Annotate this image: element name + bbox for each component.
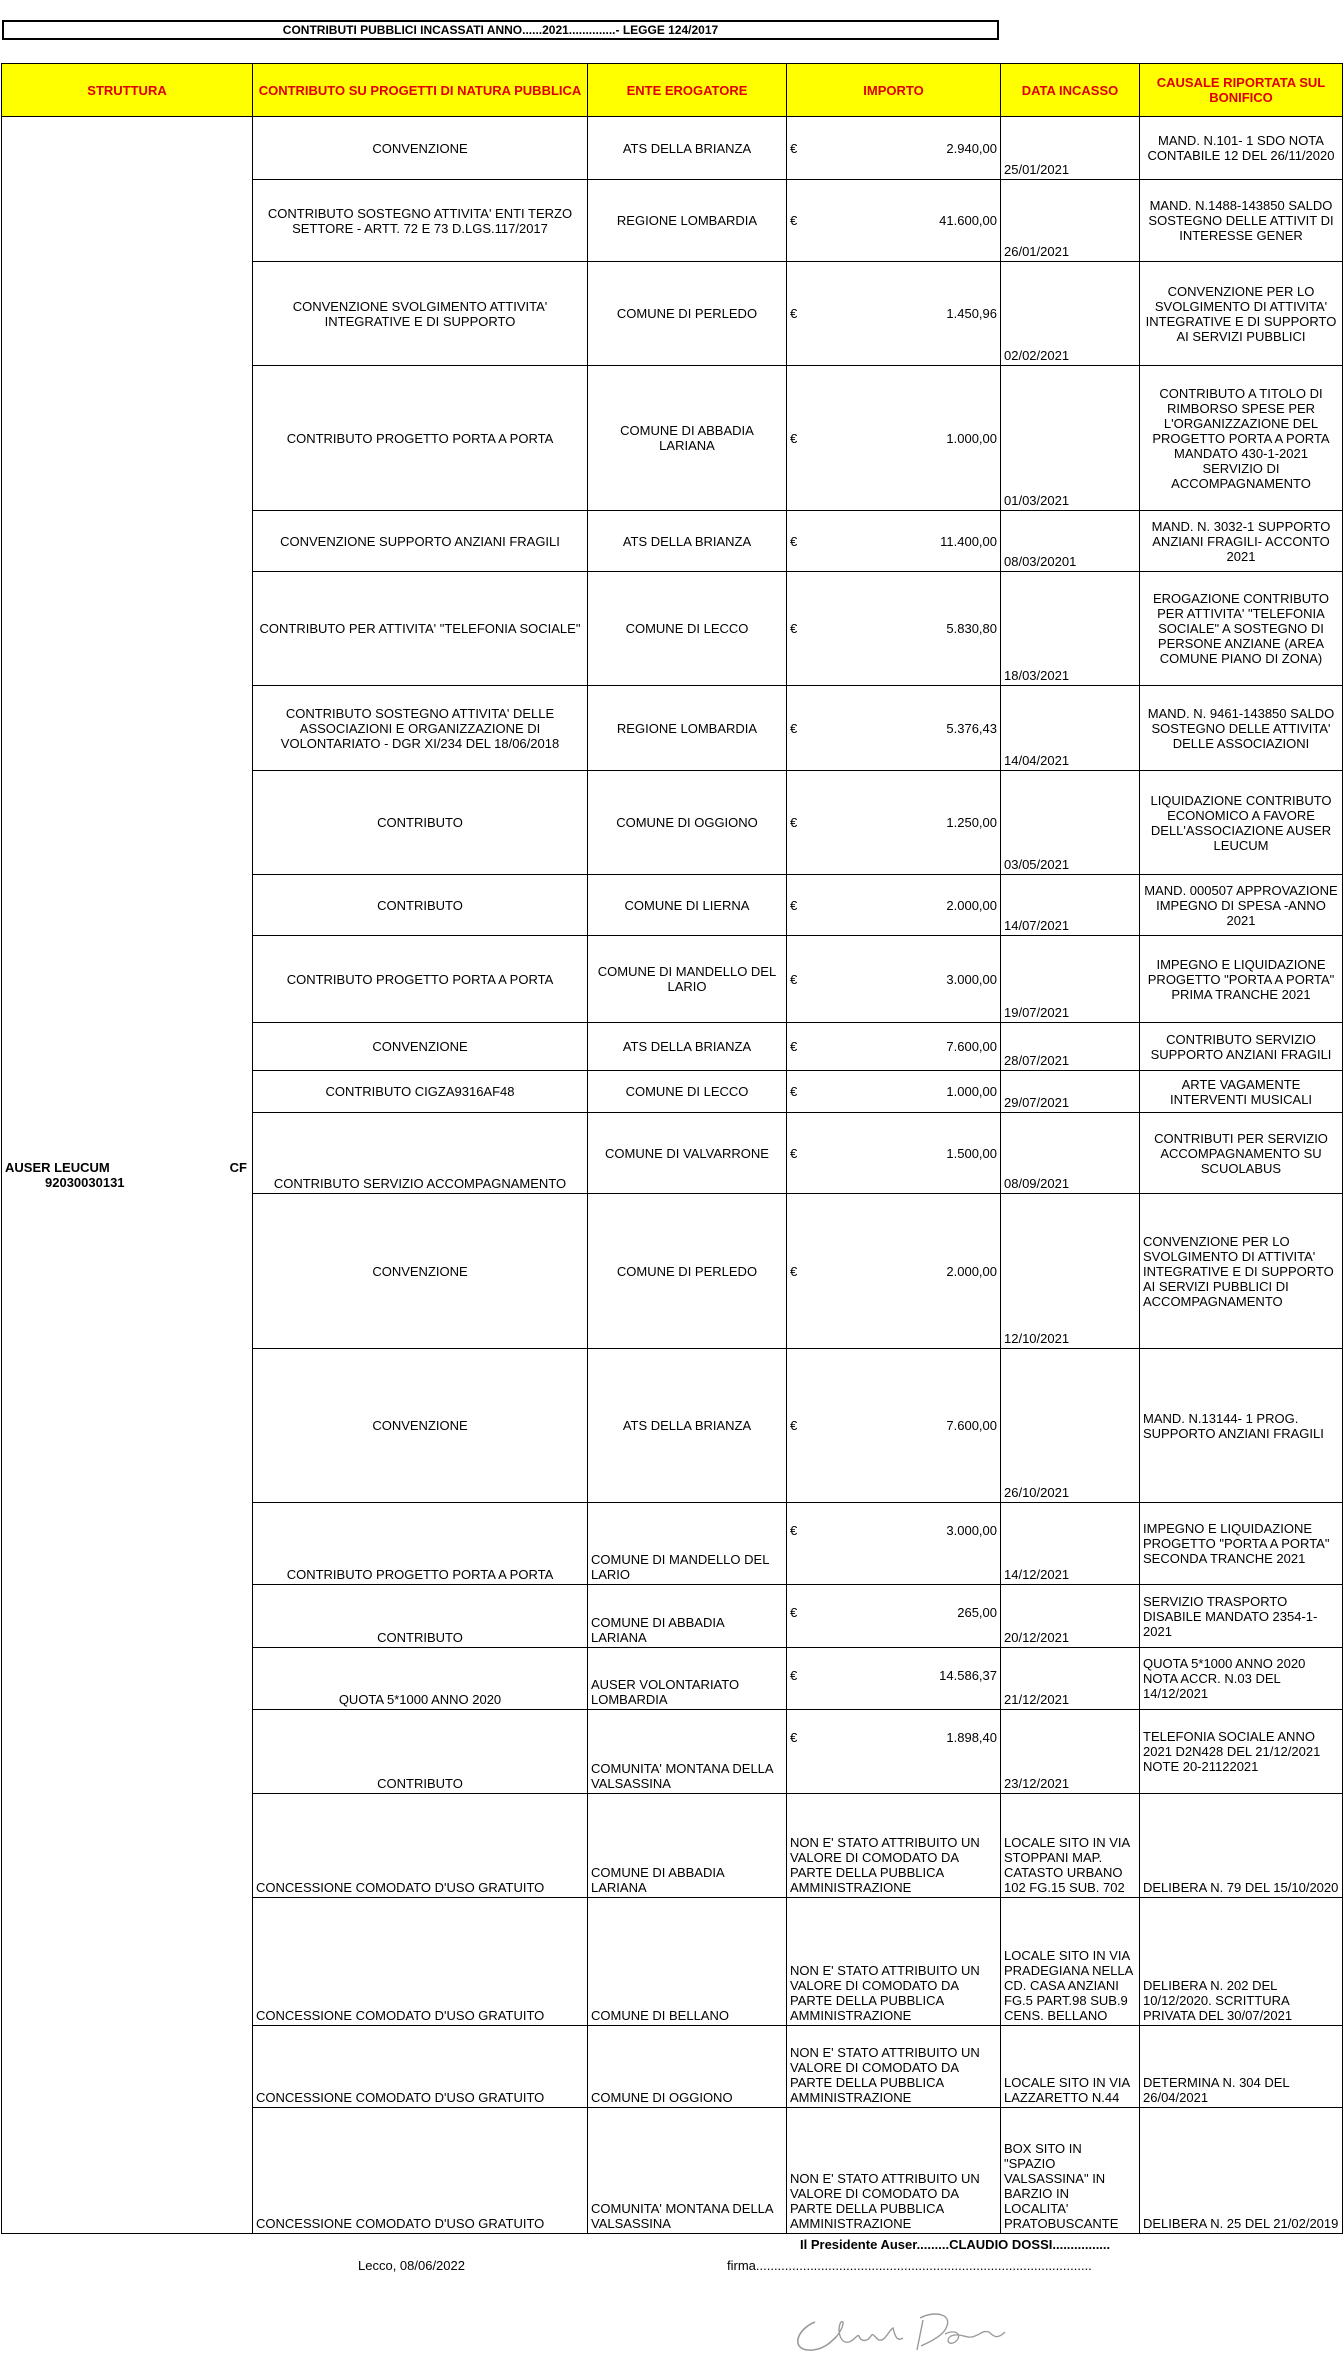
- amount-value: 5.830,80: [946, 621, 997, 636]
- header-ente: ENTE EROGATORE: [588, 64, 787, 117]
- cell-importo: [787, 686, 1001, 771]
- cell-causale: CONVENZIONE PER LO SVOLGIMENTO DI ATTIVITA' INTEGRATIVE E DI SUPPORTO AI SERVIZI PUBBLICI DI ACCOMPAGNAMENTO: [1140, 1194, 1343, 1349]
- cell-causale: MAND. N.13144- 1 PROG. SUPPORTO ANZIANI FRAGILI: [1140, 1349, 1343, 1503]
- cell-progetto: CONVENZIONE SVOLGIMENTO ATTIVITA' INTEGRATIVE E DI SUPPORTO: [253, 262, 588, 366]
- currency-symbol: €: [790, 720, 798, 736]
- cell-ente: COMUNE DI PERLEDO: [588, 262, 787, 366]
- cell-ente: COMUNITA' MONTANA DELLA VALSASSINA: [588, 2108, 787, 2234]
- currency-symbol: €: [790, 213, 798, 228]
- amount-value: 2.940,00: [946, 140, 997, 156]
- cell-importo: [787, 771, 1001, 875]
- amount-value: 2.000,00: [946, 1263, 997, 1279]
- currency-symbol: €: [790, 1039, 798, 1054]
- amount-value: 1.000,00: [946, 430, 997, 446]
- cf-label: CF: [229, 1160, 247, 1175]
- cell-importo: [787, 936, 1001, 1023]
- cell-ente: ATS DELLA BRIANZA: [588, 1023, 787, 1071]
- cell-causale: ARTE VAGAMENTE INTERVENTI MUSICALI: [1140, 1071, 1343, 1113]
- cell-ente: COMUNE DI ABBADIA LARIANA: [588, 1794, 787, 1898]
- cell-importo: [787, 1585, 1001, 1648]
- cell-importo: NON E' STATO ATTRIBUITO UN VALORE DI COMODATO DA PARTE DELLA PUBBLICA AMMINISTRAZIONE: [787, 1898, 1001, 2026]
- amount-value: 41.600,00: [939, 213, 997, 228]
- cell-data-incasso: 23/12/2021: [1001, 1710, 1140, 1794]
- currency-symbol: €: [790, 897, 798, 913]
- cell-progetto: CONTRIBUTO: [253, 1585, 588, 1648]
- cell-progetto: CONTRIBUTO: [253, 1710, 588, 1794]
- amount-value: 3.000,00: [946, 1523, 997, 1538]
- cell-progetto: CONVENZIONE: [253, 117, 588, 180]
- amount-value: 5.376,43: [946, 720, 997, 736]
- header-progetto: CONTRIBUTO SU PROGETTI DI NATURA PUBBLICA: [253, 64, 588, 117]
- cell-causale: MAND. N. 3032-1 SUPPORTO ANZIANI FRAGILI- ACCONTO 2021: [1140, 511, 1343, 572]
- cell-ente: COMUNE DI ABBADIA LARIANA: [588, 1585, 787, 1648]
- cell-data-incasso: LOCALE SITO IN VIA STOPPANI MAP. CATASTO URBANO 102 FG.15 SUB. 702: [1001, 1794, 1140, 1898]
- cell-progetto: CONTRIBUTO SERVIZIO ACCOMPAGNAMENTO: [253, 1113, 588, 1194]
- cell-progetto: CONTRIBUTO PROGETTO PORTA A PORTA: [253, 936, 588, 1023]
- currency-symbol: €: [790, 1730, 798, 1745]
- cell-ente: COMUNE DI LECCO: [588, 572, 787, 686]
- cell-importo: [787, 875, 1001, 936]
- cell-progetto: CONCESSIONE COMODATO D'USO GRATUITO: [253, 1794, 588, 1898]
- cell-causale: MAND. N.101- 1 SDO NOTA CONTABILE 12 DEL 26/11/2020: [1140, 117, 1343, 180]
- cell-ente: COMUNE DI PERLEDO: [588, 1194, 787, 1349]
- president-line: Il Presidente Auser.........CLAUDIO DOSSI................: [800, 2237, 1111, 2252]
- cell-progetto: CONTRIBUTO PROGETTO PORTA A PORTA: [253, 366, 588, 511]
- cell-ente: COMUNITA' MONTANA DELLA VALSASSINA: [588, 1710, 787, 1794]
- amount-value: 2.000,00: [946, 897, 997, 913]
- cell-data-incasso: 14/12/2021: [1001, 1503, 1140, 1585]
- cell-ente: REGIONE LOMBARDIA: [588, 686, 787, 771]
- cell-data-incasso: 28/07/2021: [1001, 1023, 1140, 1071]
- currency-symbol: €: [790, 1084, 798, 1099]
- cell-causale: QUOTA 5*1000 ANNO 2020 NOTA ACCR. N.03 DEL 14/12/2021: [1140, 1648, 1343, 1710]
- header-importo: IMPORTO: [787, 64, 1001, 117]
- cell-importo: [787, 117, 1001, 180]
- cell-progetto: CONVENZIONE: [253, 1349, 588, 1503]
- cell-data-incasso: 18/03/2021: [1001, 572, 1140, 686]
- currency-symbol: €: [790, 1418, 798, 1433]
- cell-ente: COMUNE DI LECCO: [588, 1071, 787, 1113]
- currency-symbol: €: [790, 971, 798, 987]
- cell-ente: COMUNE DI ABBADIA LARIANA: [588, 366, 787, 511]
- header-causale: CAUSALE RIPORTATA SUL BONIFICO: [1140, 64, 1343, 117]
- handwritten-signature: [785, 2300, 1025, 2360]
- cell-data-incasso: BOX SITO IN "SPAZIO VALSASSINA" IN BARZIO IN LOCALITA' PRATOBUSCANTE: [1001, 2108, 1140, 2234]
- cell-ente: COMUNE DI OGGIONO: [588, 2026, 787, 2108]
- cell-data-incasso: 14/07/2021: [1001, 875, 1140, 936]
- cell-importo: [787, 1710, 1001, 1794]
- cell-ente: ATS DELLA BRIANZA: [588, 1349, 787, 1503]
- cell-data-incasso: 20/12/2021: [1001, 1585, 1140, 1648]
- amount-value: 3.000,00: [946, 971, 997, 987]
- cell-causale: CONVENZIONE PER LO SVOLGIMENTO DI ATTIVITA' INTEGRATIVE E DI SUPPORTO AI SERVIZI PUBBLICI: [1140, 262, 1343, 366]
- cell-importo: [787, 1503, 1001, 1585]
- table-row: [2, 117, 1343, 180]
- header-data: DATA INCASSO: [1001, 64, 1140, 117]
- cell-causale: MAND. N.1488-143850 SALDO SOSTEGNO DELLE ATTIVIT DI INTERESSE GENER: [1140, 180, 1343, 262]
- cell-ente: COMUNE DI LIERNA: [588, 875, 787, 936]
- cell-progetto: CONTRIBUTO PER ATTIVITA' "TELEFONIA SOCIALE": [253, 572, 588, 686]
- cell-causale: DELIBERA N. 25 DEL 21/02/2019: [1140, 2108, 1343, 2234]
- cell-ente: COMUNE DI VALVARRONE: [588, 1113, 787, 1194]
- amount-value: 7.600,00: [946, 1039, 997, 1054]
- cell-causale: SERVIZIO TRASPORTO DISABILE MANDATO 2354-1-2021: [1140, 1585, 1343, 1648]
- cell-causale: LIQUIDAZIONE CONTRIBUTO ECONOMICO A FAVORE DELL'ASSOCIAZIONE AUSER LEUCUM: [1140, 771, 1343, 875]
- cell-importo: [787, 572, 1001, 686]
- cell-data-incasso: 25/01/2021: [1001, 117, 1140, 180]
- struttura-cell: [2, 117, 253, 2234]
- cell-progetto: CONVENZIONE SUPPORTO ANZIANI FRAGILI: [253, 511, 588, 572]
- cell-data-incasso: 08/09/2021: [1001, 1113, 1140, 1194]
- cell-ente: COMUNE DI MANDELLO DEL LARIO: [588, 1503, 787, 1585]
- amount-value: 1.250,00: [946, 815, 997, 830]
- cell-progetto: CONTRIBUTO SOSTEGNO ATTIVITA' ENTI TERZO SETTORE - ARTT. 72 E 73 D.LGS.117/2017: [253, 180, 588, 262]
- cell-data-incasso: 02/02/2021: [1001, 262, 1140, 366]
- cell-ente: ATS DELLA BRIANZA: [588, 511, 787, 572]
- cell-importo: [787, 180, 1001, 262]
- cell-ente: COMUNE DI MANDELLO DEL LARIO: [588, 936, 787, 1023]
- cell-data-incasso: LOCALE SITO IN VIA PRADEGIANA NELLA CD. CASA ANZIANI FG.5 PART.98 SUB.9 CENS. BELLANO: [1001, 1898, 1140, 2026]
- currency-symbol: €: [790, 621, 798, 636]
- amount-value: 1.000,00: [946, 1084, 997, 1099]
- amount-value: 11.400,00: [940, 533, 997, 549]
- currency-symbol: €: [790, 140, 798, 156]
- cell-data-incasso: 26/01/2021: [1001, 180, 1140, 262]
- cell-ente: AUSER VOLONTARIATO LOMBARDIA: [588, 1648, 787, 1710]
- cell-data-incasso: 12/10/2021: [1001, 1194, 1140, 1349]
- cell-importo: NON E' STATO ATTRIBUITO UN VALORE DI COMODATO DA PARTE DELLA PUBBLICA AMMINISTRAZIONE: [787, 1794, 1001, 1898]
- cell-importo: NON E' STATO ATTRIBUITO UN VALORE DI COMODATO DA PARTE DELLA PUBBLICA AMMINISTRAZIONE: [787, 2108, 1001, 2234]
- cell-progetto: CONTRIBUTO: [253, 875, 588, 936]
- contributions-table: [1, 63, 1343, 2234]
- cell-progetto: CONTRIBUTO SOSTEGNO ATTIVITA' DELLE ASSOCIAZIONI E ORGANIZZAZIONE DI VOLONTARIATO - DGR XI/234 DEL 18/06/2018: [253, 686, 588, 771]
- currency-symbol: €: [790, 430, 798, 446]
- cell-data-incasso: 03/05/2021: [1001, 771, 1140, 875]
- cell-data-incasso: 26/10/2021: [1001, 1349, 1140, 1503]
- cell-progetto: CONTRIBUTO: [253, 771, 588, 875]
- firma-line: firma.............................................................................................: [727, 2258, 1092, 2273]
- cf-number: 92030030131: [45, 1175, 125, 1190]
- cell-ente: COMUNE DI OGGIONO: [588, 771, 787, 875]
- cell-data-incasso: 08/03/20201: [1001, 511, 1140, 572]
- cell-importo: [787, 1113, 1001, 1194]
- currency-symbol: €: [790, 533, 798, 549]
- cell-progetto: CONTRIBUTO PROGETTO PORTA A PORTA: [253, 1503, 588, 1585]
- cell-causale: CONTRIBUTO A TITOLO DI RIMBORSO SPESE PER L'ORGANIZZAZIONE DEL PROGETTO PORTA A PORTA MANDATO 430-1-2021 SERVIZIO DI ACCOMPAGNAMENTO: [1140, 366, 1343, 511]
- cell-importo: [787, 511, 1001, 572]
- cell-data-incasso: LOCALE SITO IN VIA LAZZARETTO N.44: [1001, 2026, 1140, 2108]
- cell-progetto: CONCESSIONE COMODATO D'USO GRATUITO: [253, 2026, 588, 2108]
- cell-causale: MAND. 000507 APPROVAZIONE IMPEGNO DI SPESA -ANNO 2021: [1140, 875, 1343, 936]
- table-header-row: [2, 64, 1343, 117]
- cell-importo: [787, 262, 1001, 366]
- currency-symbol: €: [790, 1605, 798, 1620]
- cell-causale: MAND. N. 9461-143850 SALDO SOSTEGNO DELLE ATTIVITA' DELLE ASSOCIAZIONI: [1140, 686, 1343, 771]
- currency-symbol: €: [790, 1145, 798, 1161]
- cell-data-incasso: 14/04/2021: [1001, 686, 1140, 771]
- cell-causale: IMPEGNO E LIQUIDAZIONE PROGETTO "PORTA A PORTA" PRIMA TRANCHE 2021: [1140, 936, 1343, 1023]
- place-date: Lecco, 08/06/2022: [358, 2258, 465, 2273]
- document-title: CONTRIBUTI PUBBLICI INCASSATI ANNO......2021..............- LEGGE 124/2017: [2, 20, 999, 40]
- cell-importo: [787, 1194, 1001, 1349]
- amount-value: 1.500,00: [946, 1145, 997, 1161]
- cell-ente: ATS DELLA BRIANZA: [588, 117, 787, 180]
- cell-progetto: QUOTA 5*1000 ANNO 2020: [253, 1648, 588, 1710]
- cell-causale: DETERMINA N. 304 DEL 26/04/2021: [1140, 2026, 1343, 2108]
- cell-progetto: CONTRIBUTO CIGZA9316AF48: [253, 1071, 588, 1113]
- cell-causale: IMPEGNO E LIQUIDAZIONE PROGETTO "PORTA A PORTA" SECONDA TRANCHE 2021: [1140, 1503, 1343, 1585]
- struttura-name: AUSER LEUCUM: [5, 1160, 110, 1175]
- amount-value: 1.898,40: [946, 1730, 997, 1745]
- cell-causale: TELEFONIA SOCIALE ANNO 2021 D2N428 DEL 21/12/2021 NOTE 20-21122021: [1140, 1710, 1343, 1794]
- cell-progetto: CONVENZIONE: [253, 1194, 588, 1349]
- currency-symbol: €: [790, 1523, 798, 1538]
- currency-symbol: €: [790, 1263, 798, 1279]
- cell-causale: CONTRIBUTO SERVIZIO SUPPORTO ANZIANI FRAGILI: [1140, 1023, 1343, 1071]
- cell-causale: CONTRIBUTI PER SERVIZIO ACCOMPAGNAMENTO SU SCUOLABUS: [1140, 1113, 1343, 1194]
- amount-value: 265,00: [957, 1605, 997, 1620]
- header-struttura: STRUTTURA: [2, 64, 253, 117]
- cell-causale: DELIBERA N. 79 DEL 15/10/2020: [1140, 1794, 1343, 1898]
- cell-importo: [787, 366, 1001, 511]
- cell-importo: [787, 1071, 1001, 1113]
- amount-value: 1.450,96: [946, 306, 997, 321]
- cell-importo: [787, 1349, 1001, 1503]
- amount-value: 14.586,37: [939, 1668, 997, 1683]
- cell-data-incasso: 29/07/2021: [1001, 1071, 1140, 1113]
- cell-importo: [787, 1648, 1001, 1710]
- cell-data-incasso: 19/07/2021: [1001, 936, 1140, 1023]
- cell-progetto: CONCESSIONE COMODATO D'USO GRATUITO: [253, 2108, 588, 2234]
- currency-symbol: €: [790, 815, 798, 830]
- cell-progetto: CONVENZIONE: [253, 1023, 588, 1071]
- cell-causale: EROGAZIONE CONTRIBUTO PER ATTIVITA' "TELEFONIA SOCIALE" A SOSTEGNO DI PERSONE ANZIANE (AREA COMUNE PIANO DI ZONA): [1140, 572, 1343, 686]
- currency-symbol: €: [790, 1668, 798, 1683]
- cell-causale: DELIBERA N. 202 DEL 10/12/2020. SCRITTURA PRIVATA DEL 30/07/2021: [1140, 1898, 1343, 2026]
- cell-data-incasso: 01/03/2021: [1001, 366, 1140, 511]
- cell-importo: NON E' STATO ATTRIBUITO UN VALORE DI COMODATO DA PARTE DELLA PUBBLICA AMMINISTRAZIONE: [787, 2026, 1001, 2108]
- cell-data-incasso: 21/12/2021: [1001, 1648, 1140, 1710]
- currency-symbol: €: [790, 306, 798, 321]
- cell-ente: REGIONE LOMBARDIA: [588, 180, 787, 262]
- cell-importo: [787, 1023, 1001, 1071]
- amount-value: 7.600,00: [946, 1418, 997, 1433]
- cell-ente: COMUNE DI BELLANO: [588, 1898, 787, 2026]
- cell-progetto: CONCESSIONE COMODATO D'USO GRATUITO: [253, 1898, 588, 2026]
